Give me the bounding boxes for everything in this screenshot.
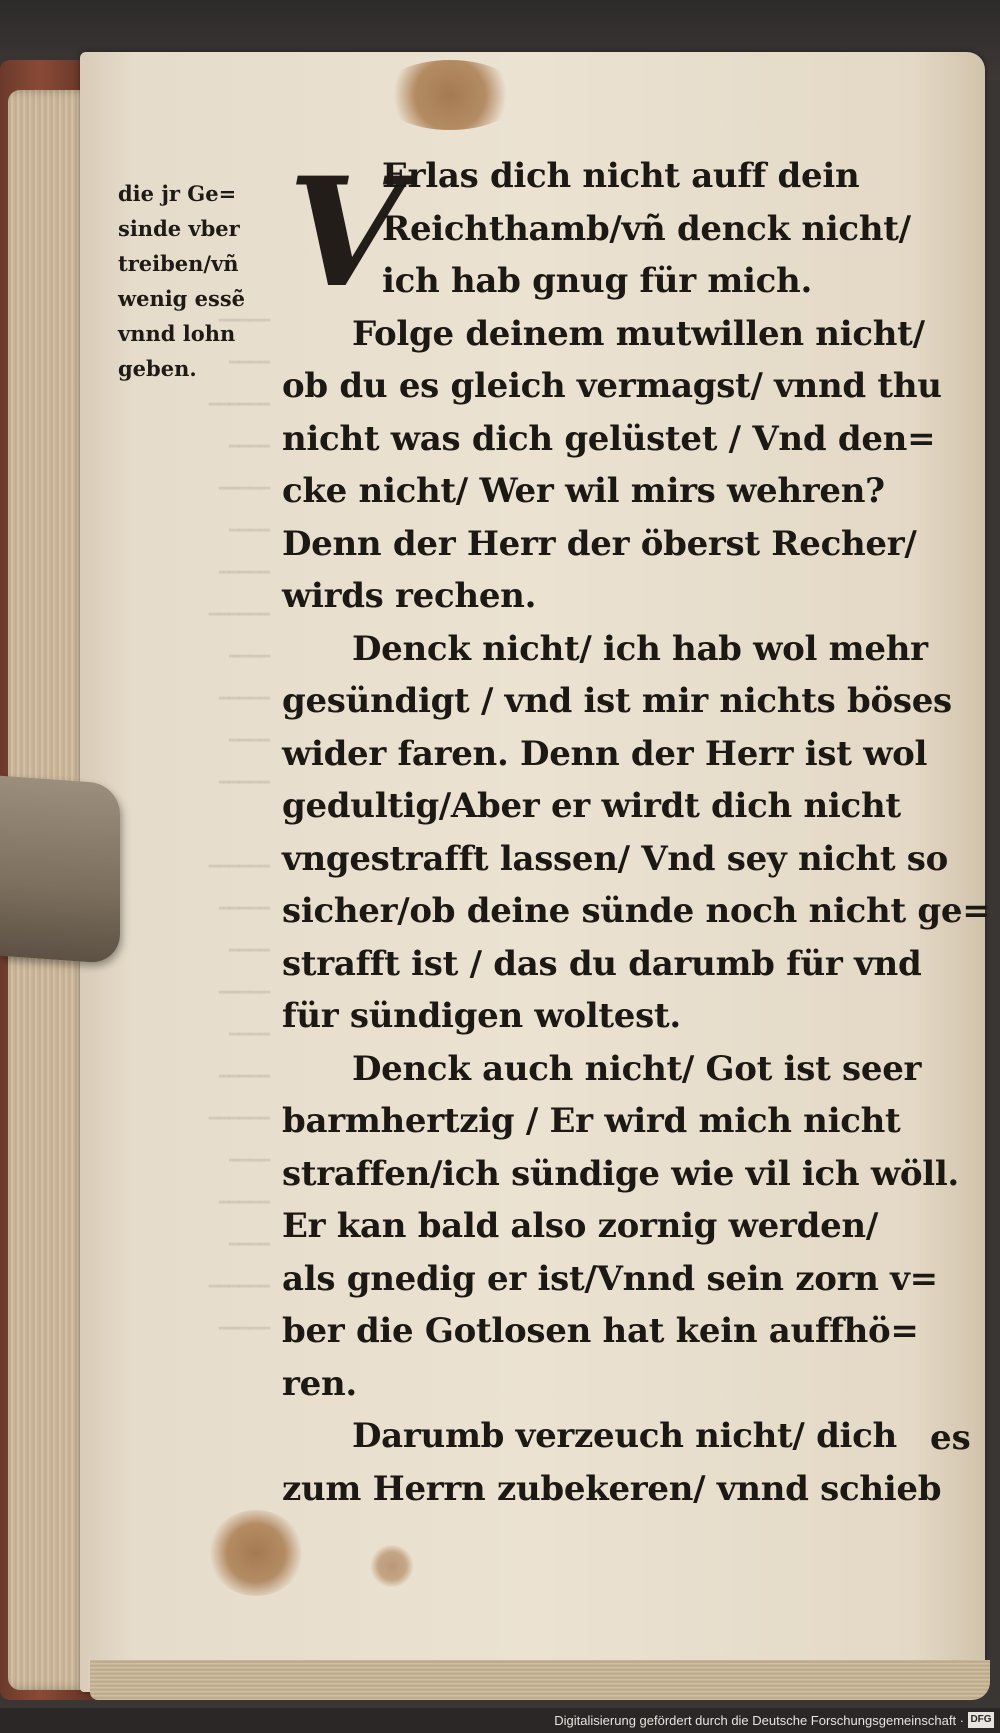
text-line: Denck nicht/ ich hab wol mehr <box>352 628 928 669</box>
text-line: vngestrafft lassen/ Vnd sey nicht so <box>282 838 948 879</box>
stain-top <box>380 60 520 130</box>
text-line: Darumb verzeuch nicht/ dich <box>352 1416 897 1456</box>
bookmark-strip <box>0 776 120 964</box>
text-line: ber die Gotlosen hat kein auffhö= <box>282 1311 919 1351</box>
stain-bottom-small <box>370 1545 414 1587</box>
text-line: gedultig/Aber er wirdt dich nicht <box>282 786 901 826</box>
marginal-line: treiben/vñ <box>118 251 239 276</box>
bleed-through-text: ━━━━━ ━━━━ ━━━━━━ ━━━━ ━━━━━ ━━━━ ━━━━━ ━━━━━━ ━━━━ ━━━━━ ━━━━ ━━━━━ ━━━━━━ ━━━━━ ━━━━ ━━━━━ ━━━━ ━━━━━ ━━━━━━ ━━━━ ━━━━━ ━━━━ ━━━━━━ ━━━━━ <box>208 311 270 1339</box>
text-line: ich hab gnug für mich. <box>382 261 813 301</box>
marginal-line: sinde vber <box>118 216 240 241</box>
catchword: es <box>930 1418 971 1458</box>
text-line: nicht was dich gelüstet / Vnd den= <box>282 418 936 459</box>
text-line: cke nicht/ Wer wil mirs wehren? <box>282 471 885 511</box>
paragraph <box>282 308 982 623</box>
marginal-line: geben. <box>118 356 197 381</box>
text-line: gesündigt / vnd ist mir nichts böses <box>282 681 952 721</box>
marginal-note <box>118 176 268 386</box>
paragraph <box>282 623 991 1043</box>
text-line: Erlas dich nicht auff dein <box>382 156 860 196</box>
text-line: Er kan bald also zornig werden/ <box>282 1206 878 1246</box>
text-line: ren. <box>282 1363 357 1404</box>
marginal-line: vnnd lohn <box>118 321 236 346</box>
text-line: wirds rechen. <box>282 576 537 616</box>
footer-bar <box>0 1708 1000 1733</box>
text-line: straffen/ich sündige wie vil ich wöll. <box>282 1153 959 1194</box>
text-line: barmhertzig / Er wird mich nicht <box>282 1101 901 1141</box>
text-line: ob du es gleich vermagst/ vnnd thu <box>282 366 942 406</box>
drop-cap: V <box>288 145 405 321</box>
footer-credit: Digitalisierung gefördert durch die Deutsche Forschungsgemeinschaft · <box>554 1713 964 1728</box>
dfg-logo-icon: DFG <box>968 1712 994 1728</box>
text-line: sicher/ob deine sünde noch nicht ge= <box>282 891 991 931</box>
page-bottom-edge <box>90 1660 990 1700</box>
stain-bottom-large <box>208 1510 304 1596</box>
text-line: zum Herrn zubekeren/ vnnd schieb <box>282 1468 942 1509</box>
paragraph <box>282 1043 982 1411</box>
text-line: Denn der Herr der öberst Recher/ <box>282 523 917 564</box>
text-line: als gnedig er ist/Vnnd sein zorn v= <box>282 1258 938 1299</box>
text-line: für sündigen woltest. <box>282 996 681 1036</box>
text-line: Reichthamb/vñ denck nicht/ <box>382 208 911 249</box>
text-line: Denck auch nicht/ Got ist seer <box>352 1048 922 1089</box>
paragraph <box>282 1410 982 1515</box>
marginal-line: wenig essẽ <box>118 286 246 311</box>
paragraph <box>282 145 982 321</box>
body-text <box>282 145 991 1515</box>
text-line: Folge deinem mutwillen nicht/ <box>352 313 925 354</box>
text-line: strafft ist / das du darumb für vnd <box>282 943 922 984</box>
marginal-line: die jr Ge= <box>118 181 237 206</box>
text-line: wider faren. Denn der Herr ist wol <box>282 733 928 774</box>
